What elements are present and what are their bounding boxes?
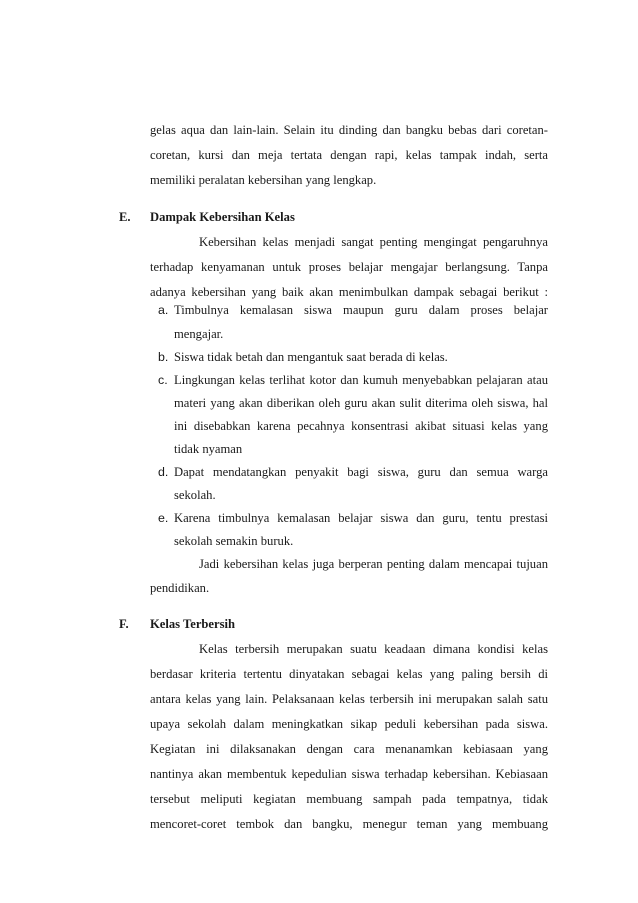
- section-e-letter: E.: [119, 210, 131, 224]
- list-marker-b: b.: [158, 350, 169, 364]
- list-item-c-line-3: ini disebabkan karena pecahnya konsentrasi akibat situasi kelas yang: [174, 419, 548, 433]
- list-item-c-line-4: tidak nyaman: [174, 442, 243, 456]
- section-f-para-line-2: berdasar kriteria tertentu dinyatakan sebagai kelas yang paling bersih di: [150, 667, 548, 681]
- section-f-para-line-6: nantinya akan membentuk kepedulian siswa terhadap kebersihan. Kebiasaan: [150, 767, 548, 781]
- section-f-para-line-4: upaya sekolah dalam meningkatkan sikap peduli kebersihan pada siswa.: [150, 717, 548, 731]
- list-item-c-line-1: Lingkungan kelas terlihat kotor dan kumuh menyebabkan pelajaran atau: [174, 373, 548, 387]
- list-marker-a: a.: [158, 303, 169, 317]
- intro-line-2: coretan, kursi dan meja tertata dengan rapi, kelas tampak indah, serta: [150, 148, 548, 162]
- list-item-e-line-2: sekolah semakin buruk.: [174, 534, 294, 548]
- section-e-para-line-3: adanya kebersihan yang baik akan menimbulkan dampak sebagai berikut :: [150, 285, 548, 299]
- section-f-para-line-1: Kelas terbersih merupakan suatu keadaan dimana kondisi kelas: [199, 642, 548, 656]
- list-item-a-line-2: mengajar.: [174, 327, 224, 341]
- section-f-heading: Kelas Terbersih: [150, 617, 236, 631]
- section-e-closing-line-1: Jadi kebersihan kelas juga berperan penting dalam mencapai tujuan: [199, 557, 548, 571]
- list-item-c-line-2: materi yang akan diberikan oleh guru akan sulit diterima oleh siswa, hal: [174, 396, 548, 410]
- section-f-letter: F.: [119, 617, 129, 631]
- intro-line-1: gelas aqua dan lain-lain. Selain itu dinding dan bangku bebas dari coretan-: [150, 123, 548, 137]
- list-item-a-line-1: Timbulnya kemalasan siswa maupun guru dalam proses belajar: [174, 303, 548, 317]
- section-e-para-line-1: Kebersihan kelas menjadi sangat penting mengingat pengaruhnya: [199, 235, 548, 249]
- list-marker-c: c.: [158, 373, 168, 387]
- section-f-para-line-8: mencoret-coret tembok dan bangku, menegur teman yang membuang: [150, 817, 548, 831]
- section-f-para-line-5: Kegiatan ini dilaksanakan dengan cara menanamkan kebiasaan yang: [150, 742, 548, 756]
- section-e-para-line-2: terhadap kenyamanan untuk proses belajar mengajar berlangsung. Tanpa: [150, 260, 548, 274]
- intro-line-3: memiliki peralatan kebersihan yang lengkap.: [150, 173, 377, 187]
- list-marker-e: e.: [158, 511, 169, 525]
- list-item-b-line-1: Siswa tidak betah dan mengantuk saat berada di kelas.: [174, 350, 448, 364]
- list-item-d-line-1: Dapat mendatangkan penyakit bagi siswa, guru dan semua warga: [174, 465, 548, 479]
- section-e-closing-line-2: pendidikan.: [150, 581, 210, 595]
- list-item-e-line-1: Karena timbulnya kemalasan belajar siswa dan guru, tentu prestasi: [174, 511, 548, 525]
- section-f-para-line-7: tersebut meliputi kegiatan membuang sampah pada tempatnya, tidak: [150, 792, 548, 806]
- section-f-para-line-3: antara kelas yang lain. Pelaksanaan kelas terbersih ini merupakan salah satu: [150, 692, 548, 706]
- list-item-d-line-2: sekolah.: [174, 488, 216, 502]
- section-e-heading: Dampak Kebersihan Kelas: [150, 210, 295, 224]
- list-marker-d: d.: [158, 465, 169, 479]
